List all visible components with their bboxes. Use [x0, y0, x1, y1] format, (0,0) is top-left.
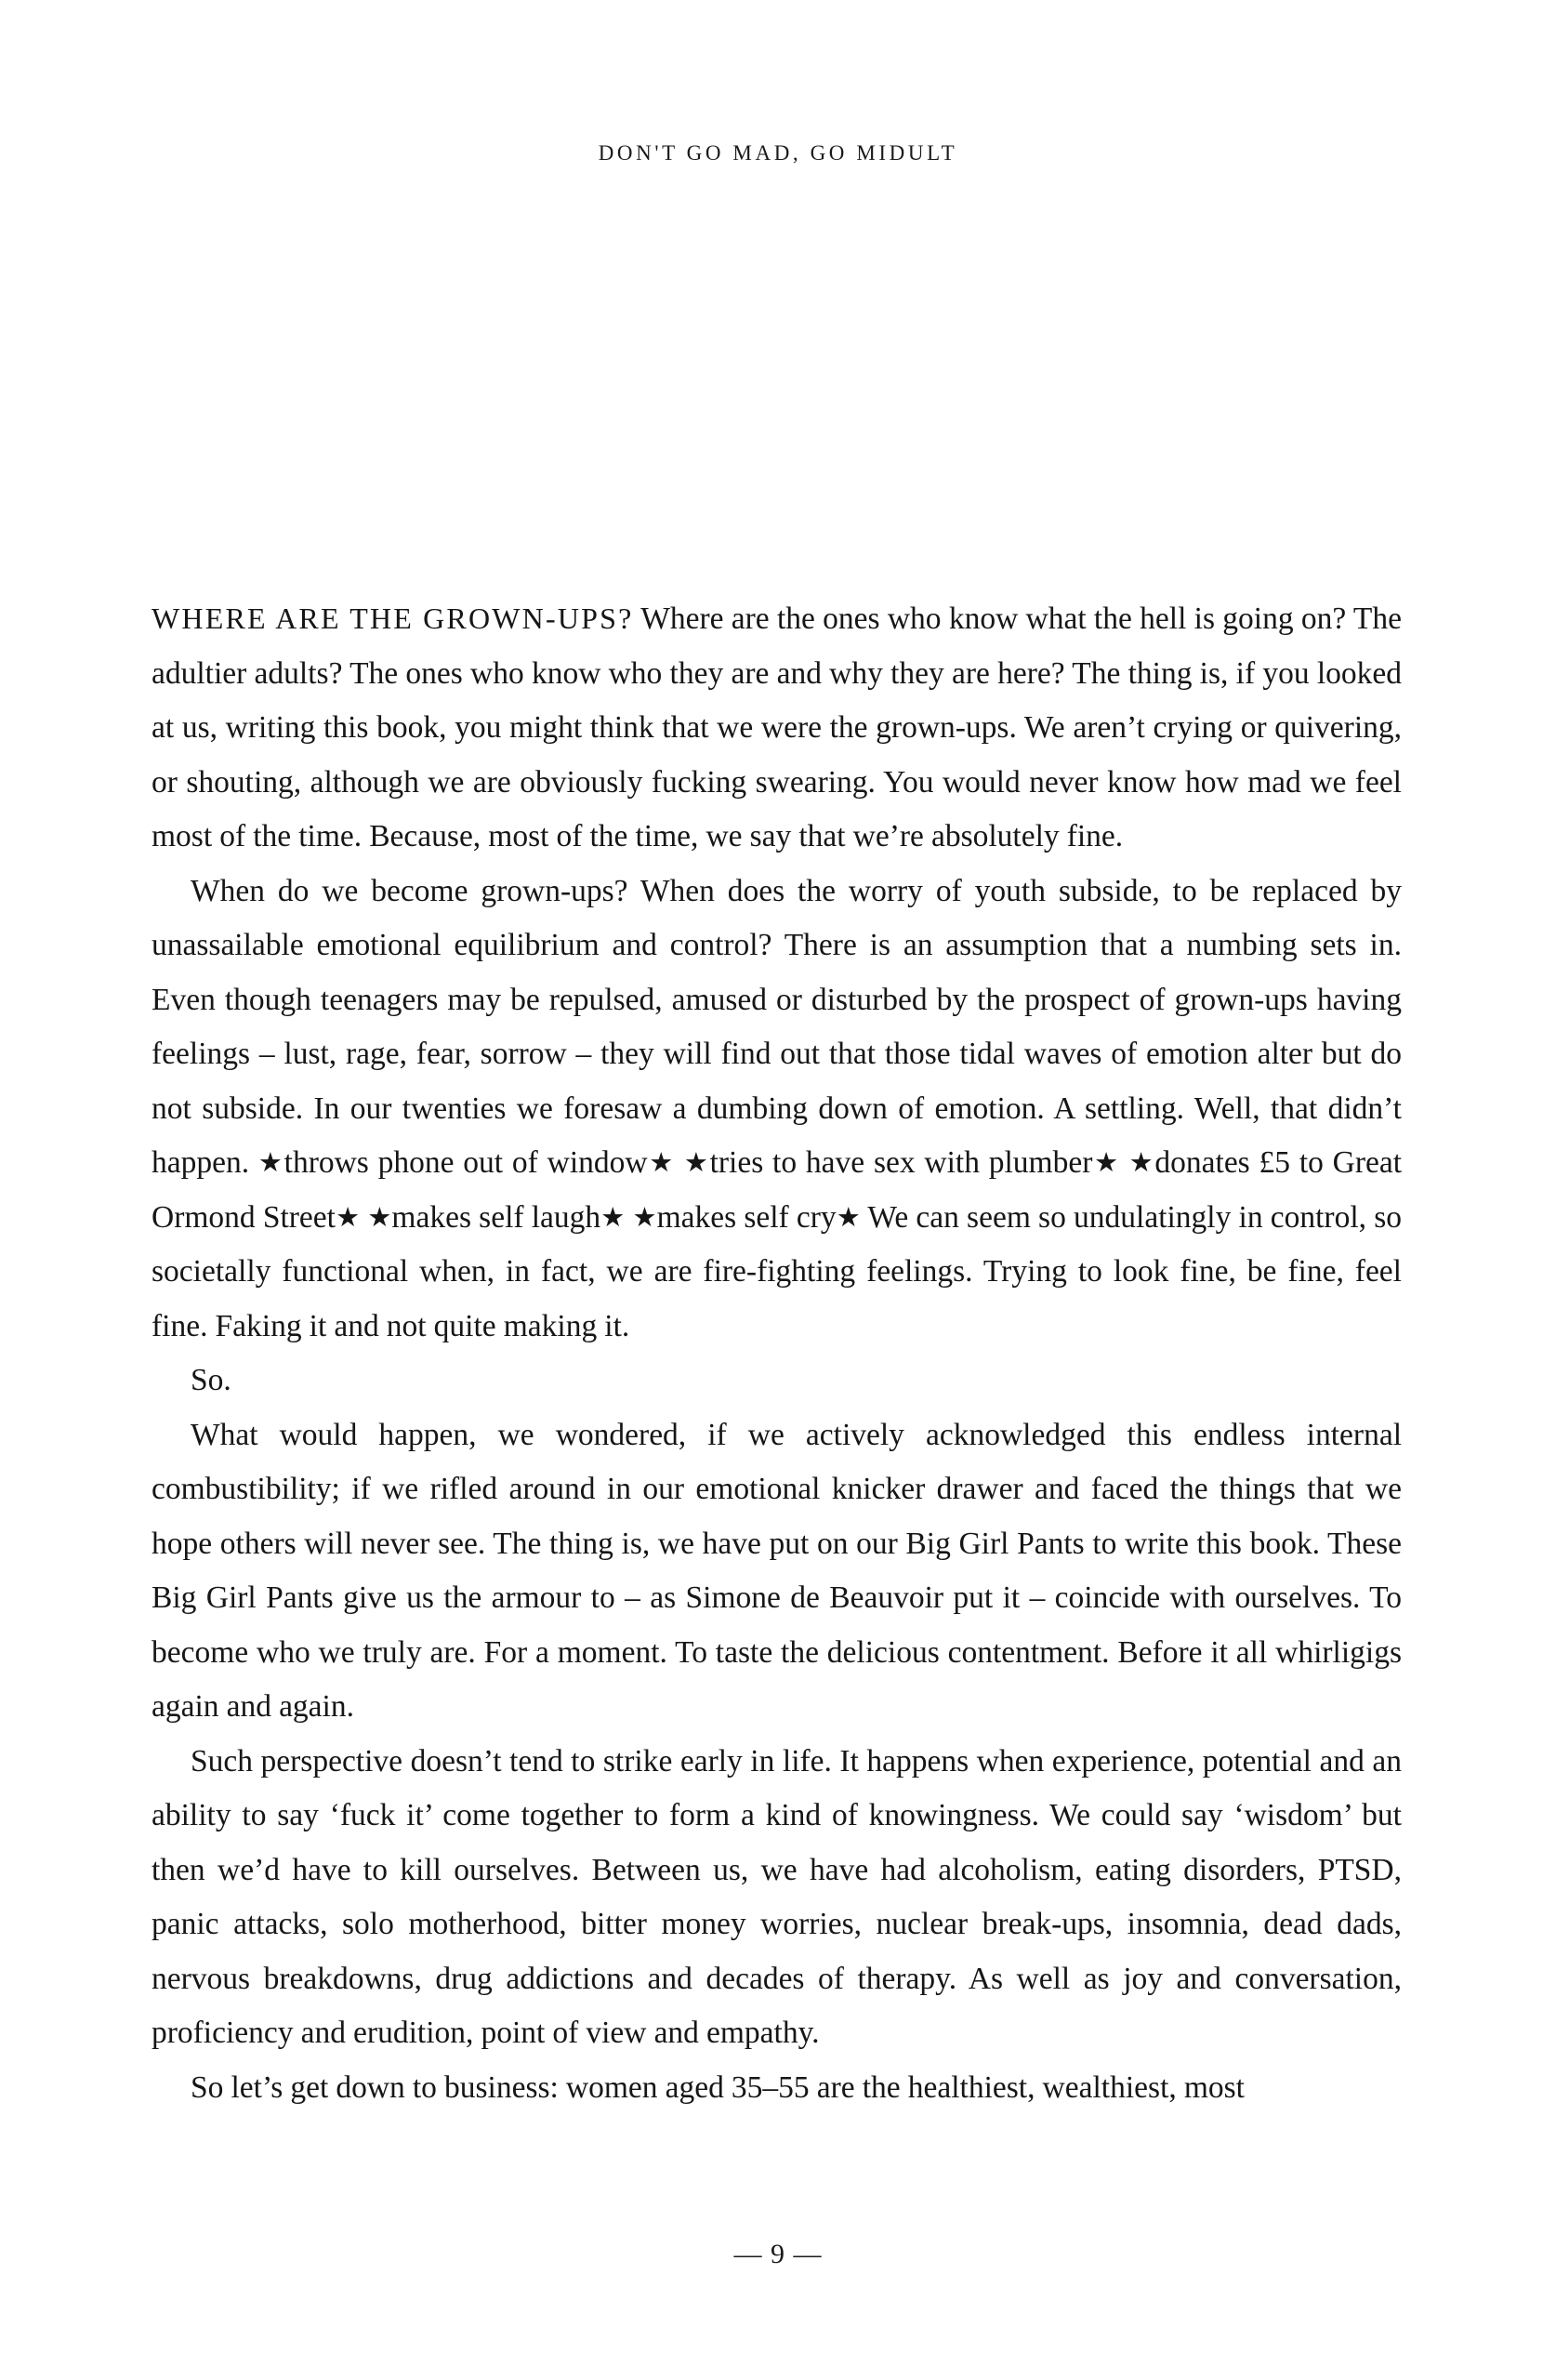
folio-page-number: — 9 —: [733, 2239, 823, 2269]
page-footer: [0, 2239, 1556, 2270]
star-icon-5: ★: [1128, 1148, 1155, 1178]
paragraph-five: Such perspective doesn’t tend to strike early in life. It happens when experience, potential and an ability to say ‘fuck it’ come together to form a kind of knowingness. We could say ‘wisdom’ but then we’d have to kill ourselves. Between us, we have had alcoholism, eating disorders, PTSD, panic attacks, solo motherhood, bitter money worries, nuclear break-ups, insomnia, dead dads, nervous breakdowns, drug addictions and decades of therapy. As well as joy and conversation, proficiency and erudition, point of view and empathy.: [152, 1743, 1402, 2050]
star-icon-3: ★: [683, 1148, 710, 1178]
star-icon-1: ★: [257, 1148, 284, 1178]
aside-two: tries to have sex with plumber: [709, 1145, 1093, 1180]
paragraph-opening: [152, 591, 1402, 865]
star-icon-9: ★: [632, 1202, 657, 1233]
star-icon-7: ★: [367, 1202, 392, 1233]
running-head: DON'T GO MAD, GO MIDULT: [598, 141, 958, 165]
paragraph-two-tail: We can seem so undulatingly in control, so societally functional when, in fact, we are fire-fighting feelings. Trying to look fine, be fine, feel fine. Faking it and not quite making it.: [152, 1199, 1402, 1343]
opening-phrase: WHERE ARE THE GROWN-UPS?: [152, 602, 634, 635]
aside-five: makes self cry: [656, 1199, 837, 1235]
star-icon-2: ★: [647, 1148, 676, 1178]
paragraph-four: What would happen, we wondered, if we actively acknowledged this endless internal combustibility; if we rifled around in our emotional knicker drawer and faced the things that we hope others will never see. The thing is, we have put on our Big Girl Pants to write this book. These Big Girl Pants give us the armour to – as Simone de Beauvoir put it – coincide with ourselves. To become who we truly are. For a moment. To taste the delicious contentment. Before it all whirligigs again and again.: [152, 1417, 1402, 1724]
body-text-block: [152, 591, 1402, 2115]
aside-three: donates £5 to Great Ormond Street: [152, 1145, 1403, 1235]
star-icon-4: ★: [1092, 1148, 1120, 1178]
aside-four: makes self laugh: [391, 1199, 601, 1235]
paragraph-two-text: When do we become grown-ups? When does the worry of youth subside, to be replaced by unassailable emotional equilibrium and control? There is an assumption that a numbing sets in. Even though teenagers may be repulsed, amused or disturbed by the prospect of grown-ups having feelings – lust, rage, fear, sorrow – they will find out that those tidal waves of emotion alter but do not subside. In our twenties we foresaw a dumbing down of emotion. A settling. Well, that didn’t happen.: [152, 873, 1402, 1180]
paragraph-so: So.: [191, 1363, 231, 1397]
star-icon-8: ★: [600, 1202, 626, 1233]
star-icon-6: ★: [335, 1202, 361, 1233]
aside-one: throws phone out of window: [284, 1145, 648, 1180]
star-icon-10: ★: [836, 1202, 861, 1233]
paragraph-six: So let’s get down to business: women aged 35–55 are the healthiest, wealthiest, most: [191, 2069, 1245, 2105]
paragraph-opening-text: Where are the ones who know what the hell is going on? The adultier adults? The ones who know who they are and why they are here? The thing is, if you looked at us, writing this book, you might think that we were the grown-ups. We aren’t crying or quivering, or shouting, although we are obviously fucking swearing. You would never know how mad we feel most of the time. Because, most of the time, we say that we’re absolutely fine.: [152, 602, 1402, 853]
paragraph-two: [152, 865, 1402, 1355]
